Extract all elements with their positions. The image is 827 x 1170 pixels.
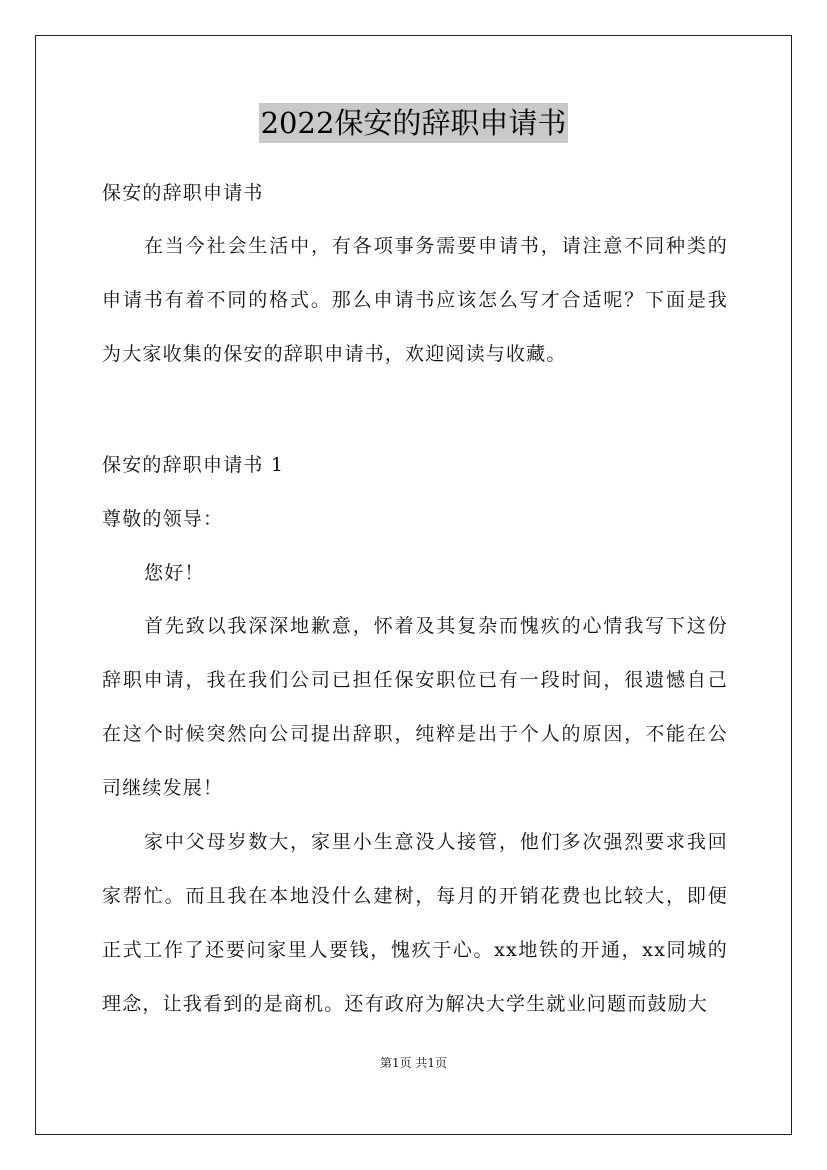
body-paragraph-1: 首先致以我深深地歉意，怀着及其复杂而愧疚的心情我写下这份辞职申请，我在我们公司已担任保安职位已有一段时间，很遗憾自己在这个时候突然向公司提出辞职，纯粹是出于个人的原因，不能在公司继续发展！	[102, 615, 728, 799]
page-footer: 第1页 共1页	[379, 1056, 448, 1070]
intro-paragraph: 在当今社会生活中，有各项事务需要申请书，请注意不同种类的申请书有着不同的格式。那么申请书应该怎么写才合适呢？下面是我为大家收集的保安的辞职申请书，欢迎阅读与收藏。	[102, 235, 728, 365]
greeting: 您好！	[144, 562, 205, 584]
document-title: 2022保安的辞职申请书	[259, 103, 569, 143]
document-subtitle: 保安的辞职申请书	[102, 182, 264, 204]
title-container	[0, 103, 827, 143]
salutation: 尊敬的领导：	[102, 508, 224, 530]
section-heading: 保安的辞职申请书 1	[102, 454, 285, 476]
body-paragraph-2: 家中父母岁数大，家里小生意没人接管，他们多次强烈要求我回家帮忙。而且我在本地没什么建树，每月的开销花费也比较大，即便正式工作了还要问家里人要钱，愧疚于心。xx地铁的开通，xx同城的理念，让我看到的是商机。还有政府为解决大学生就业问题而鼓励大	[102, 831, 728, 1015]
